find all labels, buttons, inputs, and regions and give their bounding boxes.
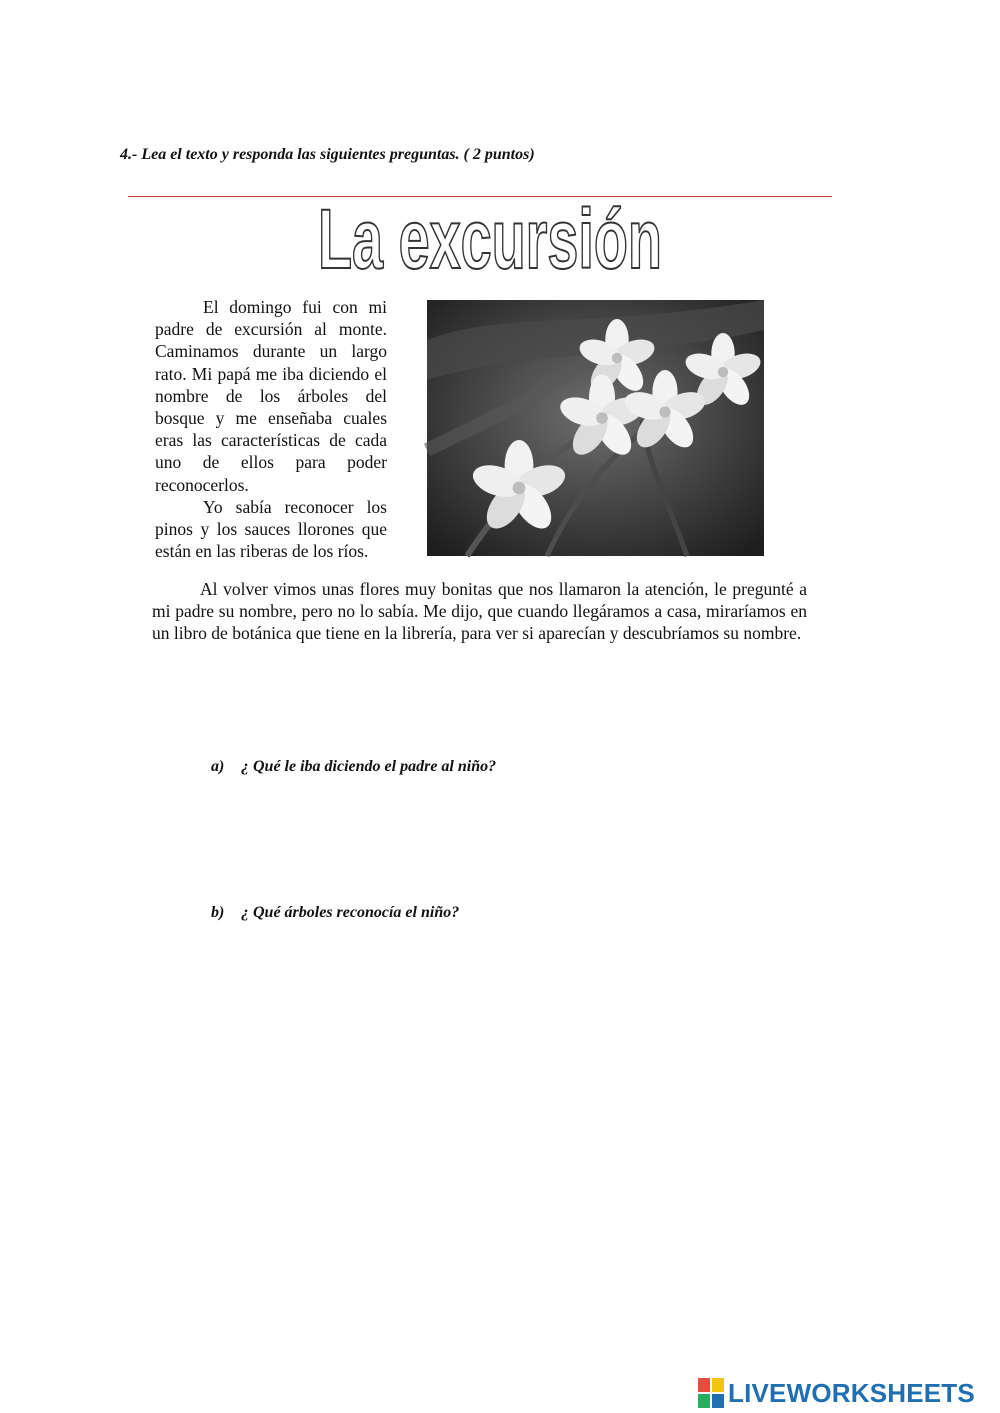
answer-a-field[interactable] xyxy=(240,790,800,850)
question-a-label: a) xyxy=(211,758,225,775)
answer-b-field[interactable] xyxy=(240,936,800,996)
story-paragraph-1: El domingo fui con mi padre de excursión al monte. Caminamos durante un largo rato. Mi papá me iba diciendo el nombre de los árboles del bosque y me enseñaba cuales eras las características de cada uno de ellos para poder reconocerlos. xyxy=(155,297,387,495)
story-title xyxy=(300,192,680,286)
question-b xyxy=(211,904,459,922)
brand-name: LIVEWORKSHEETS xyxy=(728,1377,975,1408)
liveworksheets-brand[interactable] xyxy=(698,1376,975,1410)
flowers-photo xyxy=(427,300,764,556)
question-a-text: ¿ Qué le iba diciendo el padre al niño? xyxy=(241,758,497,775)
question-a xyxy=(211,758,496,776)
story-title-text: La excursión xyxy=(318,192,662,286)
story-paragraph-2: Yo sabía reconocer los pinos y los sauces llorones que están en las riberas de los ríos. xyxy=(155,496,387,562)
liveworksheets-logo-icon xyxy=(698,1378,724,1408)
story-paragraph-3: Al volver vimos unas flores muy bonitas que nos llamaron la atención, le pregunté a mi padre su nombre, pero no lo sabía. Me dijo, que cuando llegáramos a casa, miraríamos en un libro de botánica que tiene en la librería, para ver si aparecían y descubríamos su nombre. xyxy=(152,579,807,644)
story-text-column xyxy=(155,296,387,562)
question-b-text: ¿ Qué árboles reconocía el niño? xyxy=(241,904,460,921)
question-b-label: b) xyxy=(211,904,225,921)
instruction-heading: 4.- Lea el texto y responda las siguientes preguntas. ( 2 puntos) xyxy=(120,146,535,163)
